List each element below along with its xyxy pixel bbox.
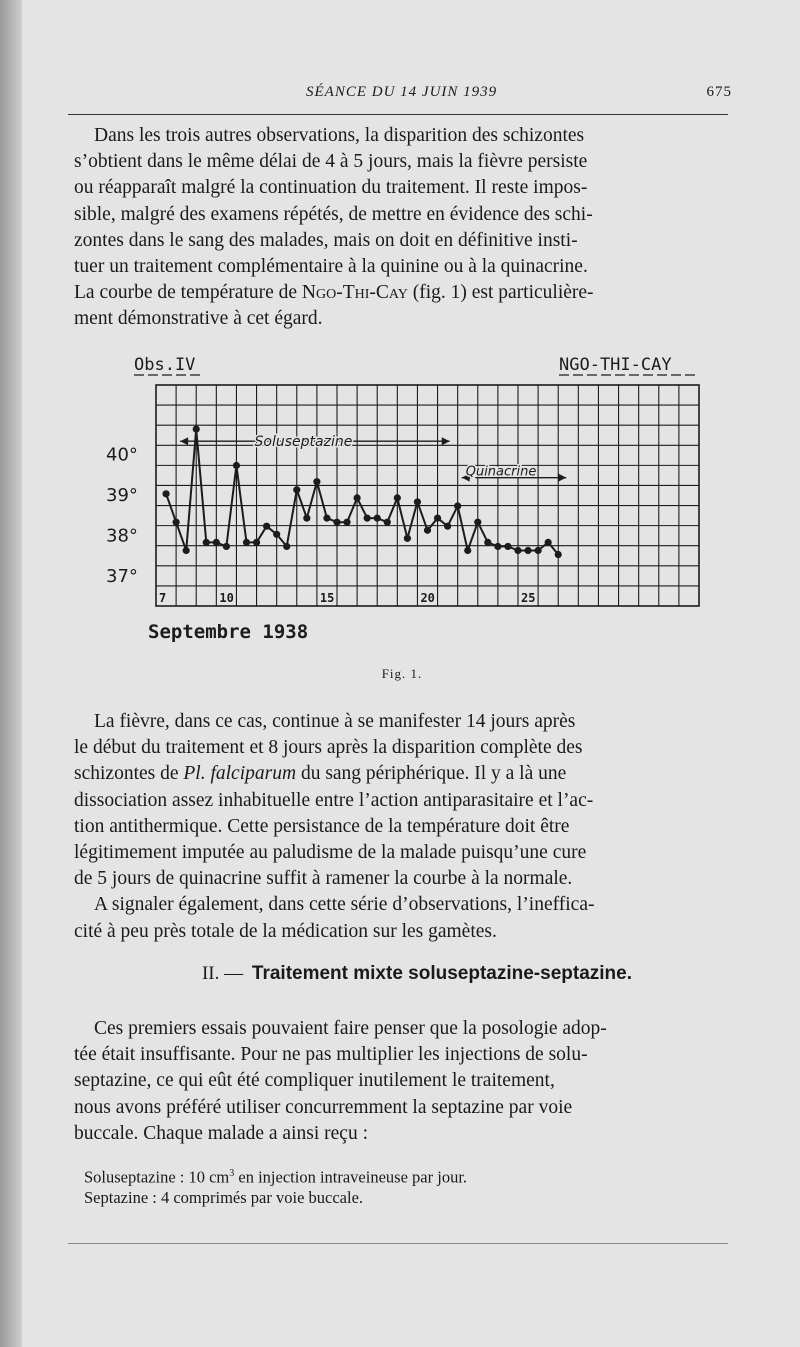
- arrow-head: [442, 437, 450, 445]
- temperature-point: [253, 539, 260, 546]
- x-tick-label: 7: [159, 591, 167, 605]
- treatment-label: Quinacrine: [465, 464, 537, 480]
- temperature-curve: [166, 429, 558, 554]
- temperature-point: [343, 519, 350, 526]
- text-line: tuer un traitement complémentaire à la quinine ou à la quinacrine.: [74, 256, 588, 278]
- text-run: Soluseptazine : 10 cm: [84, 1167, 230, 1187]
- temperature-point: [494, 543, 501, 550]
- text-line: dissociation assez inhabituelle entre l’action antiparasitaire et l’ac-: [74, 789, 594, 811]
- temperature-point: [323, 515, 330, 522]
- text-line: [74, 761, 724, 787]
- temperature-point: [504, 543, 511, 550]
- temperature-point: [183, 547, 190, 554]
- section-number: II. —: [201, 963, 244, 984]
- paragraph-4: [74, 1016, 724, 1147]
- temperature-point: [384, 519, 391, 526]
- text-run: (fig. 1) est particulière-: [407, 282, 594, 304]
- temperature-point: [444, 523, 451, 530]
- section-title: Traitement mixte soluseptazine-septazine.: [251, 963, 633, 984]
- patient-label: NGO-THI-CAY: [559, 355, 672, 375]
- temperature-point: [555, 551, 562, 558]
- text-line: ou réapparaît malgré la continuation du traitement. Il reste impos-: [74, 177, 588, 199]
- book-spine-shadow: [0, 0, 22, 1347]
- text-line: La fièvre, dans ce cas, continue à se manifester 14 jours après: [94, 711, 576, 732]
- temperature-point: [193, 425, 200, 432]
- temperature-point: [454, 502, 461, 509]
- temperature-point: [273, 531, 280, 538]
- text-run: du sang périphérique. Il y a là une: [296, 763, 567, 785]
- species-name: Pl. falciparum: [183, 763, 297, 785]
- superscript: 3: [229, 1168, 235, 1179]
- temperature-point: [484, 539, 491, 546]
- temperature-point: [394, 494, 401, 501]
- text-line: buccale. Chaque malade a ainsi reçu :: [74, 1122, 368, 1144]
- section-heading: [22, 963, 800, 985]
- temperature-point: [524, 547, 531, 554]
- x-tick-label: 20: [420, 591, 435, 605]
- treatment-label: Soluseptazine: [254, 434, 353, 451]
- temperature-point: [404, 535, 411, 542]
- text-line: Ces premiers essais pouvaient faire penser que la posologie adop-: [94, 1018, 607, 1039]
- text-line: cité à peu près totale de la médication sur les gamètes.: [74, 920, 497, 942]
- text-run: La courbe de température de: [74, 282, 302, 304]
- temperature-point: [263, 523, 270, 530]
- temperature-point: [374, 515, 381, 522]
- temperature-point: [535, 547, 542, 554]
- text-line: [74, 280, 724, 306]
- header-rule: [68, 114, 728, 115]
- text-line: sible, malgré des examens répétés, de mettre en évidence des schi-: [74, 203, 593, 225]
- arrow-head: [180, 437, 188, 445]
- temperature-chart-figure: [92, 348, 732, 648]
- obs-label: Obs.IV: [134, 355, 196, 375]
- text-line: le début du traitement et 8 jours après la disparition complète des: [74, 737, 583, 759]
- arrow-head: [558, 474, 566, 482]
- temperature-point: [333, 519, 340, 526]
- x-tick-label: 15: [319, 591, 335, 605]
- temperature-point: [173, 519, 180, 526]
- y-tick-label: 37°: [106, 565, 138, 587]
- x-tick-label: 10: [219, 591, 234, 605]
- temperature-point: [233, 462, 240, 469]
- temperature-point: [243, 539, 250, 546]
- temperature-point: [313, 478, 320, 485]
- temperature-point: [223, 543, 230, 550]
- text-line: légitimement imputée au paludisme de la malade puisqu’une cure: [74, 842, 587, 864]
- page-number: 675: [706, 84, 732, 100]
- temperature-point: [283, 543, 290, 550]
- text-line: ment démonstrative à cet égard.: [74, 308, 323, 330]
- temperature-point: [514, 547, 521, 554]
- text-run: schizontes de: [74, 763, 184, 785]
- paragraph-2: [74, 709, 724, 945]
- temperature-point: [213, 539, 220, 546]
- prescription-block: [84, 1164, 724, 1208]
- y-tick-label: 39°: [106, 484, 138, 506]
- temperature-point: [545, 539, 552, 546]
- text-line: Dans les trois autres observations, la disparition des schizontes: [94, 125, 585, 146]
- text-line: septazine, ce qui eût été compliquer inutilement le traitement,: [74, 1070, 555, 1092]
- temperature-point: [293, 486, 300, 493]
- temperature-point: [464, 547, 471, 554]
- y-tick-label: 40°: [106, 444, 138, 466]
- prescription-line: Septazine : 4 comprimés par voie buccale.: [84, 1187, 364, 1207]
- text-line: s’obtient dans le même délai de 4 à 5 jours, mais la fièvre persiste: [74, 151, 588, 173]
- x-tick-label: 25: [521, 591, 536, 605]
- temperature-point: [434, 515, 441, 522]
- text-line: tion antithermique. Cette persistance de la température doit être: [74, 815, 570, 837]
- text-line: nous avons préféré utiliser concurremment la septazine par voie: [74, 1096, 573, 1118]
- paragraph-1: [74, 123, 724, 333]
- running-title: SÉANCE DU 14 JUIN 1939: [306, 84, 498, 100]
- temperature-point: [414, 498, 421, 505]
- temperature-point: [474, 519, 481, 526]
- y-tick-label: 38°: [106, 525, 138, 547]
- temperature-point: [162, 490, 169, 497]
- temperature-chart: [92, 348, 732, 648]
- prescription-line: [84, 1164, 724, 1188]
- temperature-point: [354, 494, 361, 501]
- temperature-point: [303, 515, 310, 522]
- temperature-point: [424, 527, 431, 534]
- month-label: Septembre 1938: [148, 621, 309, 643]
- chart-frame: [156, 385, 699, 606]
- temperature-point: [203, 539, 210, 546]
- text-line: de 5 jours de quinacrine suffit à ramener la courbe à la normale.: [74, 868, 573, 890]
- text-line: zontes dans le sang des malades, mais on doit en définitive insti-: [74, 229, 578, 251]
- page: [22, 0, 800, 1347]
- footer-rule: [68, 1243, 728, 1244]
- temperature-point: [364, 515, 371, 522]
- text-line: A signaler également, dans cette série d’observations, l’inefficа-: [94, 894, 595, 916]
- figure-caption: Fig. 1.: [381, 666, 423, 681]
- text-line: tée était insuffisante. Pour ne pas multiplier les injections de solu-: [74, 1044, 588, 1066]
- patient-name: Ngo-Thi-Cay: [301, 282, 408, 304]
- text-run: en injection intraveineuse par jour.: [234, 1167, 468, 1187]
